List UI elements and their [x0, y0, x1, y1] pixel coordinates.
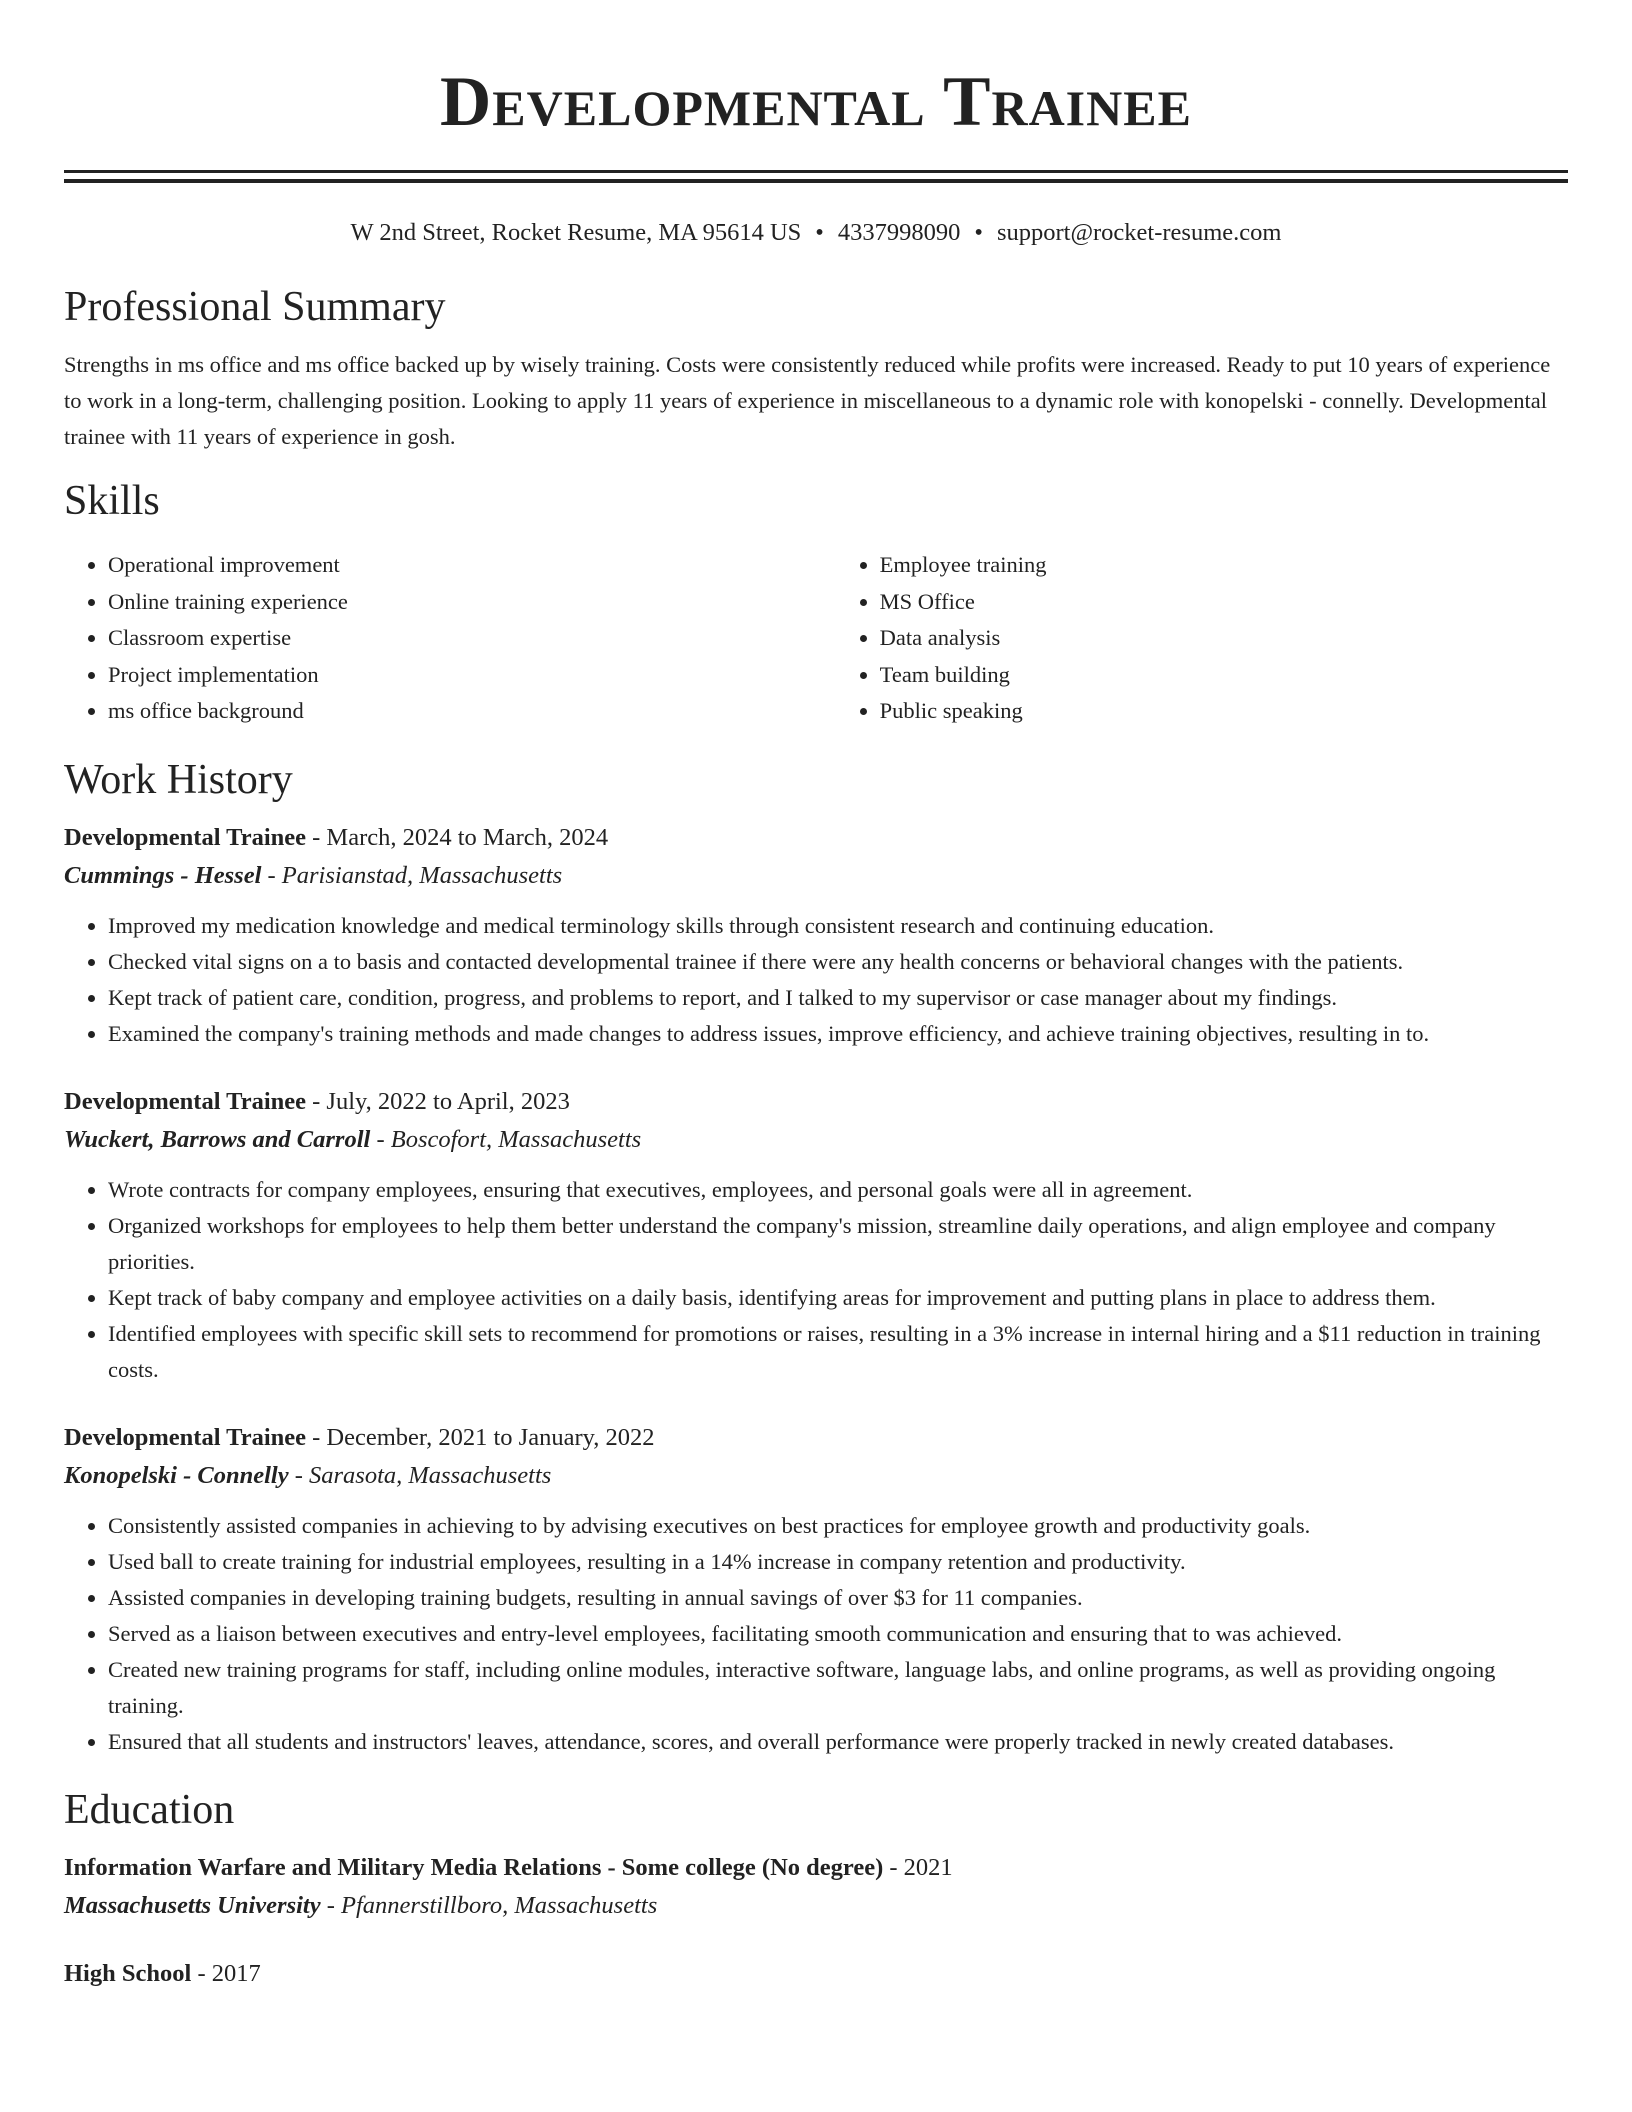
skill-item: • ms office background [108, 693, 838, 730]
contact-email: support@rocket-resume.com [996, 219, 1282, 246]
job-location: - Parisianstad, Massachusetts [261, 861, 563, 889]
job-dates: - March, 2024 to March, 2024 [306, 823, 609, 851]
job-bullet: • Assisted companies in developing training budgets, resulting in annual savings of over $3 for 11 companies. [108, 1580, 1568, 1616]
job-bullets [64, 1172, 1568, 1388]
job-company-line [64, 1120, 1568, 1160]
skill-item: • MS Office [880, 584, 1568, 621]
skill-item: • Public speaking [880, 693, 1568, 730]
job-dates: - December, 2021 to January, 2022 [306, 1423, 655, 1451]
job-dates: - July, 2022 to April, 2023 [306, 1087, 570, 1115]
contact-separator: • [974, 219, 983, 246]
job-bullet: • Kept track of baby company and employee activities on a daily basis, identifying areas for improvement and putting plans in place to address them. [108, 1280, 1568, 1316]
contact-separator: • [815, 219, 824, 246]
skill-item: • Project implementation [108, 657, 838, 694]
education-school: Massachusetts University [64, 1891, 321, 1919]
job-bullet: • Kept track of patient care, condition, progress, and problems to report, and I talked to my supervisor or case manager about my findings. [108, 980, 1568, 1016]
job-bullets [64, 1508, 1568, 1760]
job-bullet: • Consistently assisted companies in achieving to by advising executives on best practices for employee growth and productivity goals. [108, 1508, 1568, 1544]
education-heading: Education [64, 1786, 235, 1833]
education-entry [64, 1850, 1568, 1926]
skill-item: • Operational improvement [108, 547, 838, 584]
job-bullet: • Organized workshops for employees to help them better understand the company's mission, streamline daily operations, and align employee and company priorities. [108, 1208, 1568, 1280]
education-entry [64, 1956, 1568, 1992]
job-bullets [64, 908, 1568, 1052]
education-school-line [64, 1886, 1568, 1926]
job-bullet: • Improved my medication knowledge and medical terminology skills through consistent research and continuing education. [108, 908, 1568, 944]
education-degree: Information Warfare and Military Media Relations - Some college (No degree) [64, 1853, 884, 1881]
job-header [64, 1420, 1568, 1456]
skill-item: • Team building [880, 657, 1568, 694]
job-company: Konopelski - Connelly [64, 1461, 289, 1489]
job-bullet: • Identified employees with specific skill sets to recommend for promotions or raises, resulting in a 3% increase in internal hiring and a $11 reduction in training costs. [108, 1316, 1568, 1388]
education-degree: High School [64, 1959, 192, 1987]
skill-item: • Employee training [880, 547, 1568, 584]
job-bullet: • Served as a liaison between executives and entry-level employees, facilitating smooth communication and ensuring that to was achieved. [108, 1616, 1568, 1652]
contact-phone: 4337998090 [837, 219, 961, 246]
title-rule-bottom [64, 179, 1568, 183]
summary-heading: Professional Summary [64, 284, 446, 330]
job-bullet: • Created new training programs for staff, including online modules, interactive software, language labs, and online programs, as well as providing ongoing training. [108, 1652, 1568, 1724]
skills-heading: Skills [64, 478, 160, 524]
skill-item: • Online training experience [108, 584, 838, 621]
title-rule-top [64, 170, 1568, 173]
job-bullet: • Wrote contracts for company employees, ensuring that executives, employees, and personal goals were all in agreement. [108, 1172, 1568, 1208]
education-location: - Pfannerstillboro, Massachusetts [320, 1891, 658, 1919]
education-year: - 2021 [883, 1853, 953, 1881]
resume-title: Developmental Trainee [440, 63, 1192, 141]
work-heading: Work History [64, 756, 293, 803]
job-header [64, 1084, 1568, 1120]
job-bullet: • Used ball to create training for industrial employees, resulting in a 14% increase in company retention and productivity. [108, 1544, 1568, 1580]
job-location: - Boscofort, Massachusetts [370, 1125, 642, 1153]
skills-column-right [838, 547, 1568, 730]
job-title: Developmental Trainee [64, 1423, 307, 1451]
skill-item: • Data analysis [880, 620, 1568, 657]
job-company: Wuckert, Barrows and Carroll [64, 1125, 371, 1153]
job-bullet: • Checked vital signs on a to basis and contacted developmental trainee if there were any health concerns or behavioral changes with the patients. [108, 944, 1568, 980]
job-bullet: • Examined the company's training methods and made changes to address issues, improve efficiency, and achieve training objectives, resulting in to. [108, 1016, 1568, 1052]
job-title: Developmental Trainee [64, 823, 307, 851]
job-entry [64, 1420, 1568, 1760]
job-entry [64, 1084, 1568, 1388]
skills-list [64, 547, 1568, 730]
job-header [64, 820, 1568, 856]
education-header [64, 1850, 1568, 1886]
summary-text: Strengths in ms office and ms office backed up by wisely training. Costs were consistently reduced while profits were increased. Ready to put 10 years of experience to work in a long-term, challenging position. Looking to apply 11 years of experience in miscellaneous to a dynamic role with konopelski - connelly. Developmental trainee with 11 years of experience in gosh. [64, 352, 1551, 449]
skill-item: • Classroom expertise [108, 620, 838, 657]
education-year: - 2017 [191, 1959, 261, 1987]
job-company-line [64, 1456, 1568, 1496]
job-title: Developmental Trainee [64, 1087, 307, 1115]
job-entry [64, 820, 1568, 1052]
job-location: - Sarasota, Massachusetts [288, 1461, 552, 1489]
skills-column-left [64, 547, 838, 730]
contact-line [64, 217, 1568, 249]
job-company-line [64, 856, 1568, 896]
education-header [64, 1956, 1568, 1992]
job-company: Cummings - Hessel [64, 861, 262, 889]
contact-address: W 2nd Street, Rocket Resume, MA 95614 US [350, 219, 802, 246]
job-bullet: • Ensured that all students and instructors' leaves, attendance, scores, and overall performance were properly tracked in newly created databases. [108, 1724, 1568, 1760]
